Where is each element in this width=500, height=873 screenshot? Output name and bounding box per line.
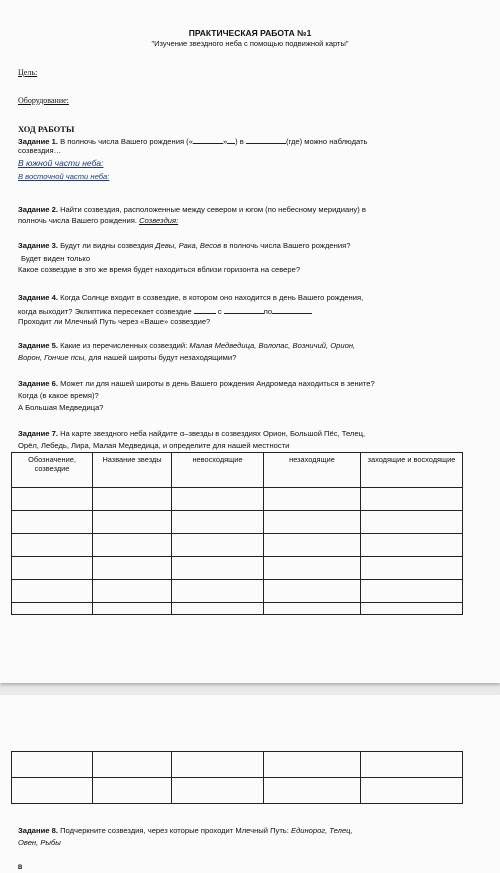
table-cell[interactable] — [93, 488, 172, 511]
table-cell[interactable] — [264, 580, 361, 603]
task1-label: Задание 1. — [18, 137, 58, 146]
page-subtitle: "Изучение звездного неба с помощью подвижной карты" — [151, 39, 349, 48]
table-cell[interactable] — [172, 603, 264, 615]
task1-text-a: В полночь числа Вашего рождения (« — [60, 137, 193, 146]
table-cell[interactable] — [172, 778, 264, 804]
task4-blank2 — [224, 305, 264, 314]
task3-text-b: в полночь числа Вашего рождения? — [223, 241, 351, 250]
table-cell[interactable] — [93, 534, 172, 557]
task5-label: Задание 5. — [18, 341, 58, 350]
table-cell[interactable] — [12, 534, 93, 557]
table-cell[interactable] — [264, 752, 361, 778]
table-cell[interactable] — [264, 534, 361, 557]
table-cell[interactable] — [93, 557, 172, 580]
task1-east: В восточной части неба: — [18, 172, 110, 181]
stars-table — [11, 452, 463, 615]
table-cell[interactable] — [12, 557, 93, 580]
task5-italic-b: Ворон, Гончие псы, — [18, 353, 87, 362]
table-cell[interactable] — [93, 580, 172, 603]
table-cell[interactable] — [264, 511, 361, 534]
task6-text-a: Может ли для нашей широты в день Вашего рождения Андромеда находиться в зените? — [60, 379, 375, 388]
table-cell[interactable] — [93, 752, 172, 778]
task3-line1 — [18, 241, 472, 251]
table-cell[interactable] — [361, 603, 463, 615]
table-cell[interactable] — [93, 778, 172, 804]
table-cell[interactable] — [172, 488, 264, 511]
table-row — [12, 752, 463, 778]
table-cell[interactable] — [264, 778, 361, 804]
table-cell[interactable] — [172, 580, 264, 603]
task5-text-b: для нашей широты будут незаходящими? — [88, 353, 237, 362]
table-cell[interactable] — [361, 488, 463, 511]
table-cell[interactable] — [12, 511, 93, 534]
task1-text-c: ) в — [235, 137, 244, 146]
task2-line2 — [18, 216, 472, 226]
equipment-label: Оборудование: — [18, 96, 69, 105]
task2-constellations: Созвездия: — [139, 216, 179, 225]
task3-line3: Какое созвездие в это же время будет находиться вблизи горизонта на севере? — [18, 265, 301, 274]
table-cell[interactable] — [172, 557, 264, 580]
task1-line2: созвездия… — [18, 146, 62, 155]
task4-text-c: с — [217, 307, 222, 316]
table-header-row — [12, 453, 463, 488]
page-2 — [0, 695, 500, 873]
page-title: ПРАКТИЧЕСКАЯ РАБОТА №1 — [188, 28, 312, 38]
task3-label: Задание 3. — [18, 241, 58, 250]
table-cell[interactable] — [172, 752, 264, 778]
table-cell[interactable] — [264, 603, 361, 615]
table-header-cell: заходящие и восходящие — [361, 453, 463, 488]
task8-label: Задание 8. — [18, 826, 58, 835]
task4-line1 — [18, 293, 472, 303]
table-row — [12, 557, 463, 580]
table-cell[interactable] — [12, 778, 93, 804]
progress-heading: ХОД РАБОТЫ — [18, 124, 75, 134]
task2-text-a: Найти созвездия, расположенные между севером и югом (по небесному меридиану) в — [60, 205, 366, 214]
task5-italic-a: Малая Медведица, Волопас, Возничий, Орион, — [189, 341, 356, 350]
table-cell[interactable] — [264, 557, 361, 580]
task8-italic-a: Единорог, Телец, — [291, 826, 353, 835]
table-cell[interactable] — [172, 511, 264, 534]
task4-label: Задание 4. — [18, 293, 58, 302]
task1-text-d: (где) можно наблюдать — [285, 137, 368, 146]
goal-label: Цель: — [18, 68, 38, 77]
task7-line2: Орёл, Лебедь, Лира, Малая Медведица, и определите для нашей местности — [18, 441, 290, 450]
table-header-cell: невосходящие — [172, 453, 264, 488]
task6-label: Задание 6. — [18, 379, 58, 388]
table-row — [12, 603, 463, 615]
table-row — [12, 488, 463, 511]
task3-text-a: Будут ли видны созвездия — [60, 241, 154, 250]
task6-line1 — [18, 379, 472, 389]
table-cell[interactable] — [12, 580, 93, 603]
task1-place-blank — [246, 135, 286, 144]
table-cell[interactable] — [264, 488, 361, 511]
task1-month-blank — [227, 135, 235, 144]
table-cell[interactable] — [12, 603, 93, 615]
task1-day-blank — [193, 135, 223, 144]
table-row — [12, 534, 463, 557]
stars-table-continued — [11, 751, 463, 804]
task6-line3: А Большая Медведица? — [18, 403, 104, 412]
task2-label: Задание 2. — [18, 205, 58, 214]
table-cell[interactable] — [361, 534, 463, 557]
table-cell[interactable] — [172, 534, 264, 557]
table-cell[interactable] — [361, 580, 463, 603]
table-header-cell: Обозначение, созвездие — [12, 453, 93, 488]
task5-line2 — [18, 353, 472, 363]
task4-text-a: Когда Солнце входит в созвездие, в котором оно находится в день Вашего рождения, — [60, 293, 364, 302]
task8-line2: Овен, Рыбы — [18, 838, 61, 847]
table-row — [12, 778, 463, 804]
task3-italic: Девы, Рака, Весов — [155, 241, 222, 250]
task8-line1 — [18, 826, 472, 836]
table-header-cell: Название звезды — [93, 453, 172, 488]
task4-text-b: когда выходит? Эклиптика пересекает созвездие — [18, 307, 192, 316]
task6-line2: Когда (в какое время)? — [18, 391, 99, 400]
table-cell[interactable] — [361, 511, 463, 534]
task5-text-a: Какие из перечисленных созвездий: — [60, 341, 188, 350]
task8-text-a: Подчеркните созвездия, через которые проходит Млечный Путь: — [60, 826, 289, 835]
table-cell[interactable] — [12, 752, 93, 778]
table-cell[interactable] — [93, 603, 172, 615]
task5-line1 — [18, 341, 472, 351]
task4-text-d: по — [263, 307, 273, 316]
task3-line2: Будет виден только — [21, 254, 91, 263]
table-cell[interactable] — [93, 511, 172, 534]
table-cell[interactable] — [12, 488, 93, 511]
task7-label: Задание 7. — [18, 429, 58, 438]
task1-south: В южной части неба: — [18, 158, 104, 168]
task4-blank3 — [272, 305, 312, 314]
table-row — [12, 511, 463, 534]
table-cell[interactable] — [361, 557, 463, 580]
task4-line3: Проходит ли Млечный Путь через «Ваше» созвездие? — [18, 317, 211, 326]
task2-line1 — [18, 205, 472, 215]
task7-line1 — [18, 429, 472, 439]
task4-line2 — [18, 305, 472, 317]
task1-text-b: » — [222, 137, 228, 146]
task2-text-b: полночь числа Вашего рождения. — [18, 216, 137, 225]
task7-text-a: На карте звездного неба найдите α–звезды в созвездиях Орион, Большой Пёс, Телец, — [60, 429, 366, 438]
table-cell[interactable] — [361, 752, 463, 778]
cutoff-text: В — [18, 865, 23, 871]
table-header-cell: незаходящие — [264, 453, 361, 488]
table-row — [12, 580, 463, 603]
table-cell[interactable] — [361, 778, 463, 804]
task4-blank1 — [194, 305, 216, 314]
